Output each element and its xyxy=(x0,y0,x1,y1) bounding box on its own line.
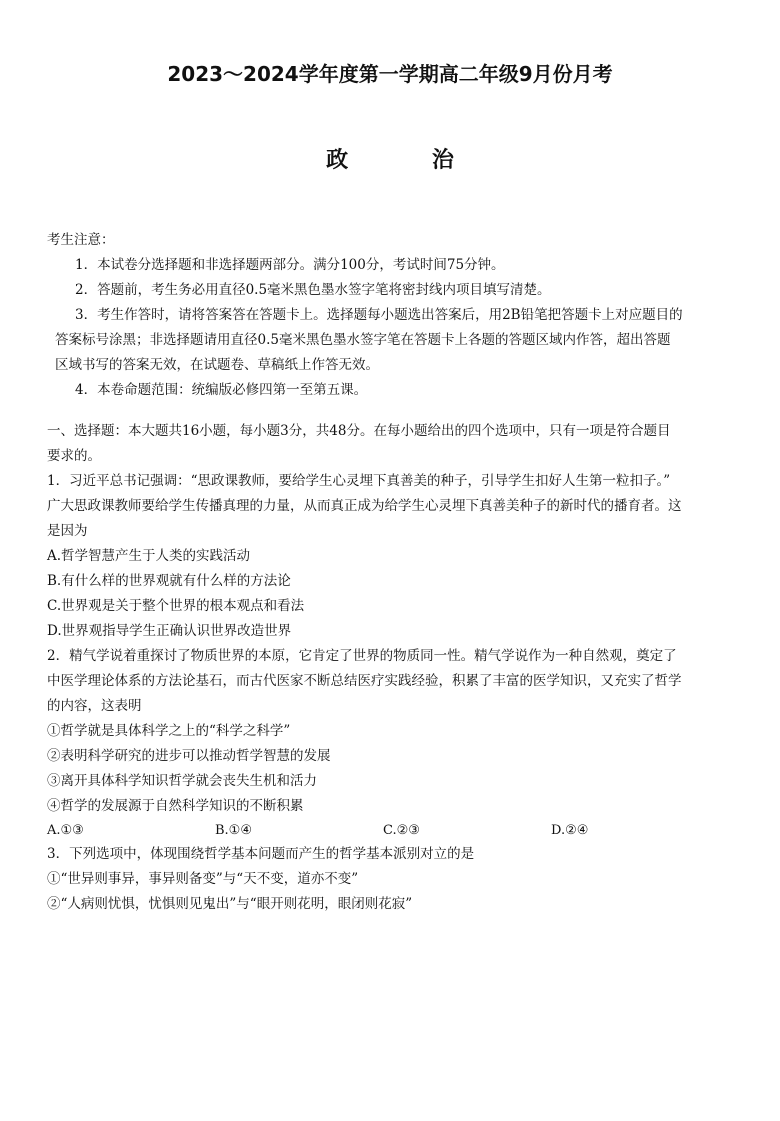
question-2-choice-d: D.②④ xyxy=(551,823,589,838)
question-2-statement: ③离开具体科学知识哲学就会丧失生机和活力 xyxy=(47,773,317,789)
question-1-option-b: B.有什么样的世界观就有什么样的方法论 xyxy=(47,573,291,589)
question-2-choice-b: B.①④ xyxy=(215,823,252,838)
question-1-option-a: A.哲学智慧产生于人类的实践活动 xyxy=(47,548,251,564)
question-2-statement: ①哲学就是具体科学之上的“科学之科学” xyxy=(47,723,291,739)
question-2-choices xyxy=(47,819,747,842)
question-1-stem: 1．习近平总书记强调：“思政课教师，要给学生心灵埋下真善美的种子，引导学生扣好人生第一粒扣子。” xyxy=(47,473,671,489)
question-3-statement: ①“世异则事异，事异则备变”与“天不变，道亦不变” xyxy=(47,871,359,887)
question-3-stem: 3．下列选项中，体现围绕哲学基本问题而产生的哲学基本派别对立的是 xyxy=(47,846,475,862)
question-2-statement: ②表明科学研究的进步可以推动哲学智慧的发展 xyxy=(47,748,331,764)
question-3-statement: ②“人病则忧惧，忧惧则见鬼出”与“眼开则花明，眼闭则花寂” xyxy=(47,896,413,912)
notice-item: 3．考生作答时，请将答案答在答题卡上。选择题每小题选出答案后，用2B铅笔把答题卡上对应题目的 xyxy=(75,307,683,323)
exam-title: 2023～2024学年度第一学期高二年级9月份月考 xyxy=(167,62,613,86)
notice-heading: 考生注意： xyxy=(47,232,115,248)
subject-heading xyxy=(0,143,780,174)
section-intro: 一、选择题：本大题共16小题，每小题3分，共48分。在每小题给出的四个选项中，只有一项是符合题目 xyxy=(47,423,671,439)
notice-item: 1．本试卷分选择题和非选择题两部分。满分100分，考试时间75分钟。 xyxy=(75,257,505,273)
question-1-stem: 是因为 xyxy=(47,523,88,539)
notice-item: 区域书写的答案无效，在试题卷、草稿纸上作答无效。 xyxy=(55,357,379,373)
question-2-stem: 中医学理论体系的方法论基石，而古代医家不断总结医疗实践经验，积累了丰富的医学知识，又充实了哲学 xyxy=(47,673,682,689)
question-1-option-d: D.世界观指导学生正确认识世界改造世界 xyxy=(47,623,292,639)
question-2-stem: 的内容，这表明 xyxy=(47,698,142,714)
question-2-choice-c: C.②③ xyxy=(383,823,420,838)
subject-char-2: 治 xyxy=(431,148,454,173)
question-2-choice-a: A.①③ xyxy=(47,823,84,838)
question-1-stem: 广大思政课教师要给学生传播真理的力量，从而真正成为给学生心灵埋下真善美种子的新时代的播育者。这 xyxy=(47,498,682,514)
exam-body xyxy=(47,228,747,917)
question-2-stem: 2．精气学说着重探讨了物质世界的本原，它肯定了世界的物质同一性。精气学说作为一种自然观，奠定了 xyxy=(47,648,677,664)
question-2-statement: ④哲学的发展源于自然科学知识的不断积累 xyxy=(47,798,304,814)
notice-item: 2．答题前，考生务必用直径0.5毫米黑色墨水签字笔将密封线内项目填写清楚。 xyxy=(75,282,551,298)
notice-item: 4．本卷命题范围：统编版必修四第一至第五课。 xyxy=(75,382,368,398)
question-1-option-c: C.世界观是关于整个世界的根本观点和看法 xyxy=(47,598,305,614)
notice-item: 答案标号涂黑；非选择题请用直径0.5毫米黑色墨水签字笔在答题卡上各题的答题区域内作答，超出答题 xyxy=(55,332,671,348)
section-intro: 要求的。 xyxy=(47,448,101,464)
subject-char-1: 政 xyxy=(326,148,349,173)
